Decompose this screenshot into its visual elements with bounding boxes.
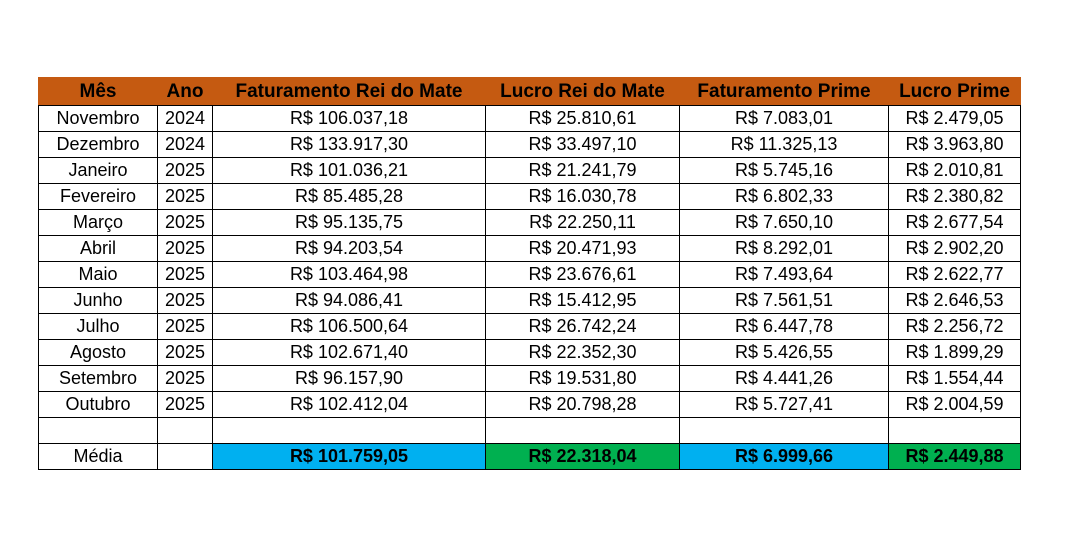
empty-cell[interactable] <box>680 418 889 444</box>
cell-revenue-rei-do-mate[interactable]: R$ 102.412,04 <box>213 392 486 418</box>
cell-profit-rei-do-mate[interactable]: R$ 26.742,24 <box>486 314 680 340</box>
cell-profit-rei-do-mate[interactable]: R$ 20.471,93 <box>486 236 680 262</box>
cell-profit-rei-do-mate[interactable]: R$ 20.798,28 <box>486 392 680 418</box>
cell-month[interactable]: Abril <box>39 236 158 262</box>
cell-month[interactable]: Dezembro <box>39 132 158 158</box>
cell-profit-prime[interactable]: R$ 2.010,81 <box>889 158 1021 184</box>
header-revenue-prime[interactable]: Faturamento Prime <box>680 78 889 106</box>
cell-year[interactable]: 2025 <box>158 184 213 210</box>
header-row <box>39 78 1021 106</box>
cell-revenue-prime[interactable]: R$ 6.802,33 <box>680 184 889 210</box>
empty-cell[interactable] <box>889 418 1021 444</box>
cell-revenue-prime[interactable]: R$ 7.561,51 <box>680 288 889 314</box>
table-row <box>39 288 1021 314</box>
table-row <box>39 106 1021 132</box>
cell-month[interactable]: Julho <box>39 314 158 340</box>
header-profit-prime[interactable]: Lucro Prime <box>889 78 1021 106</box>
cell-year[interactable]: 2025 <box>158 366 213 392</box>
cell-profit-rei-do-mate[interactable]: R$ 21.241,79 <box>486 158 680 184</box>
table-row <box>39 236 1021 262</box>
cell-revenue-rei-do-mate[interactable]: R$ 106.037,18 <box>213 106 486 132</box>
cell-revenue-rei-do-mate[interactable]: R$ 106.500,64 <box>213 314 486 340</box>
cell-profit-prime[interactable]: R$ 1.554,44 <box>889 366 1021 392</box>
cell-month[interactable]: Setembro <box>39 366 158 392</box>
cell-revenue-prime[interactable]: R$ 4.441,26 <box>680 366 889 392</box>
cell-profit-prime[interactable]: R$ 2.902,20 <box>889 236 1021 262</box>
cell-year[interactable]: 2024 <box>158 106 213 132</box>
table-row <box>39 392 1021 418</box>
average-revenue-prime[interactable]: R$ 6.999,66 <box>680 444 889 470</box>
cell-revenue-prime[interactable]: R$ 7.083,01 <box>680 106 889 132</box>
cell-profit-prime[interactable]: R$ 1.899,29 <box>889 340 1021 366</box>
cell-revenue-rei-do-mate[interactable]: R$ 101.036,21 <box>213 158 486 184</box>
table-row <box>39 158 1021 184</box>
cell-profit-rei-do-mate[interactable]: R$ 19.531,80 <box>486 366 680 392</box>
cell-revenue-prime[interactable]: R$ 8.292,01 <box>680 236 889 262</box>
cell-revenue-prime[interactable]: R$ 6.447,78 <box>680 314 889 340</box>
empty-cell[interactable] <box>486 418 680 444</box>
average-label[interactable]: Média <box>39 444 158 470</box>
cell-profit-rei-do-mate[interactable]: R$ 25.810,61 <box>486 106 680 132</box>
revenue-profit-table <box>38 77 1021 470</box>
table-row <box>39 262 1021 288</box>
cell-revenue-prime[interactable]: R$ 5.745,16 <box>680 158 889 184</box>
table-row <box>39 132 1021 158</box>
cell-month[interactable]: Agosto <box>39 340 158 366</box>
table-row <box>39 210 1021 236</box>
cell-revenue-prime[interactable]: R$ 7.650,10 <box>680 210 889 236</box>
cell-revenue-rei-do-mate[interactable]: R$ 96.157,90 <box>213 366 486 392</box>
cell-month[interactable]: Outubro <box>39 392 158 418</box>
cell-month[interactable]: Junho <box>39 288 158 314</box>
cell-month[interactable]: Fevereiro <box>39 184 158 210</box>
table-row <box>39 314 1021 340</box>
cell-profit-rei-do-mate[interactable]: R$ 16.030,78 <box>486 184 680 210</box>
average-profit-prime[interactable]: R$ 2.449,88 <box>889 444 1021 470</box>
header-profit-rei-do-mate[interactable]: Lucro Rei do Mate <box>486 78 680 106</box>
cell-year[interactable]: 2025 <box>158 262 213 288</box>
cell-revenue-prime[interactable]: R$ 5.727,41 <box>680 392 889 418</box>
cell-year[interactable]: 2025 <box>158 210 213 236</box>
cell-profit-prime[interactable]: R$ 2.380,82 <box>889 184 1021 210</box>
cell-profit-rei-do-mate[interactable]: R$ 22.352,30 <box>486 340 680 366</box>
cell-year[interactable]: 2025 <box>158 158 213 184</box>
average-profit-rei-do-mate[interactable]: R$ 22.318,04 <box>486 444 680 470</box>
cell-month[interactable]: Maio <box>39 262 158 288</box>
cell-profit-prime[interactable]: R$ 2.646,53 <box>889 288 1021 314</box>
cell-profit-prime[interactable]: R$ 2.677,54 <box>889 210 1021 236</box>
cell-profit-prime[interactable]: R$ 2.622,77 <box>889 262 1021 288</box>
cell-month[interactable]: Novembro <box>39 106 158 132</box>
cell-year[interactable]: 2025 <box>158 236 213 262</box>
average-revenue-rei-do-mate[interactable]: R$ 101.759,05 <box>213 444 486 470</box>
empty-cell[interactable] <box>39 418 158 444</box>
cell-year[interactable]: 2024 <box>158 132 213 158</box>
cell-revenue-rei-do-mate[interactable]: R$ 94.086,41 <box>213 288 486 314</box>
empty-row <box>39 418 1021 444</box>
cell-month[interactable]: Janeiro <box>39 158 158 184</box>
empty-cell[interactable] <box>213 418 486 444</box>
cell-revenue-rei-do-mate[interactable]: R$ 103.464,98 <box>213 262 486 288</box>
average-row <box>39 444 1021 470</box>
cell-profit-prime[interactable]: R$ 2.479,05 <box>889 106 1021 132</box>
cell-year[interactable]: 2025 <box>158 340 213 366</box>
cell-revenue-prime[interactable]: R$ 5.426,55 <box>680 340 889 366</box>
table-row <box>39 366 1021 392</box>
cell-month[interactable]: Março <box>39 210 158 236</box>
cell-revenue-rei-do-mate[interactable]: R$ 94.203,54 <box>213 236 486 262</box>
cell-profit-rei-do-mate[interactable]: R$ 15.412,95 <box>486 288 680 314</box>
cell-revenue-prime[interactable]: R$ 11.325,13 <box>680 132 889 158</box>
average-year-cell[interactable] <box>158 444 213 470</box>
cell-revenue-rei-do-mate[interactable]: R$ 85.485,28 <box>213 184 486 210</box>
cell-profit-rei-do-mate[interactable]: R$ 33.497,10 <box>486 132 680 158</box>
cell-profit-prime[interactable]: R$ 2.256,72 <box>889 314 1021 340</box>
cell-profit-prime[interactable]: R$ 3.963,80 <box>889 132 1021 158</box>
cell-year[interactable]: 2025 <box>158 314 213 340</box>
cell-revenue-rei-do-mate[interactable]: R$ 133.917,30 <box>213 132 486 158</box>
header-year[interactable]: Ano <box>158 78 213 106</box>
cell-revenue-prime[interactable]: R$ 7.493,64 <box>680 262 889 288</box>
cell-year[interactable]: 2025 <box>158 288 213 314</box>
cell-revenue-rei-do-mate[interactable]: R$ 95.135,75 <box>213 210 486 236</box>
table-row <box>39 340 1021 366</box>
cell-year[interactable]: 2025 <box>158 392 213 418</box>
cell-profit-rei-do-mate[interactable]: R$ 22.250,11 <box>486 210 680 236</box>
cell-revenue-rei-do-mate[interactable]: R$ 102.671,40 <box>213 340 486 366</box>
header-month[interactable]: Mês <box>39 78 158 106</box>
empty-cell[interactable] <box>158 418 213 444</box>
table-row <box>39 184 1021 210</box>
header-revenue-rei-do-mate[interactable]: Faturamento Rei do Mate <box>213 78 486 106</box>
cell-profit-rei-do-mate[interactable]: R$ 23.676,61 <box>486 262 680 288</box>
cell-profit-prime[interactable]: R$ 2.004,59 <box>889 392 1021 418</box>
